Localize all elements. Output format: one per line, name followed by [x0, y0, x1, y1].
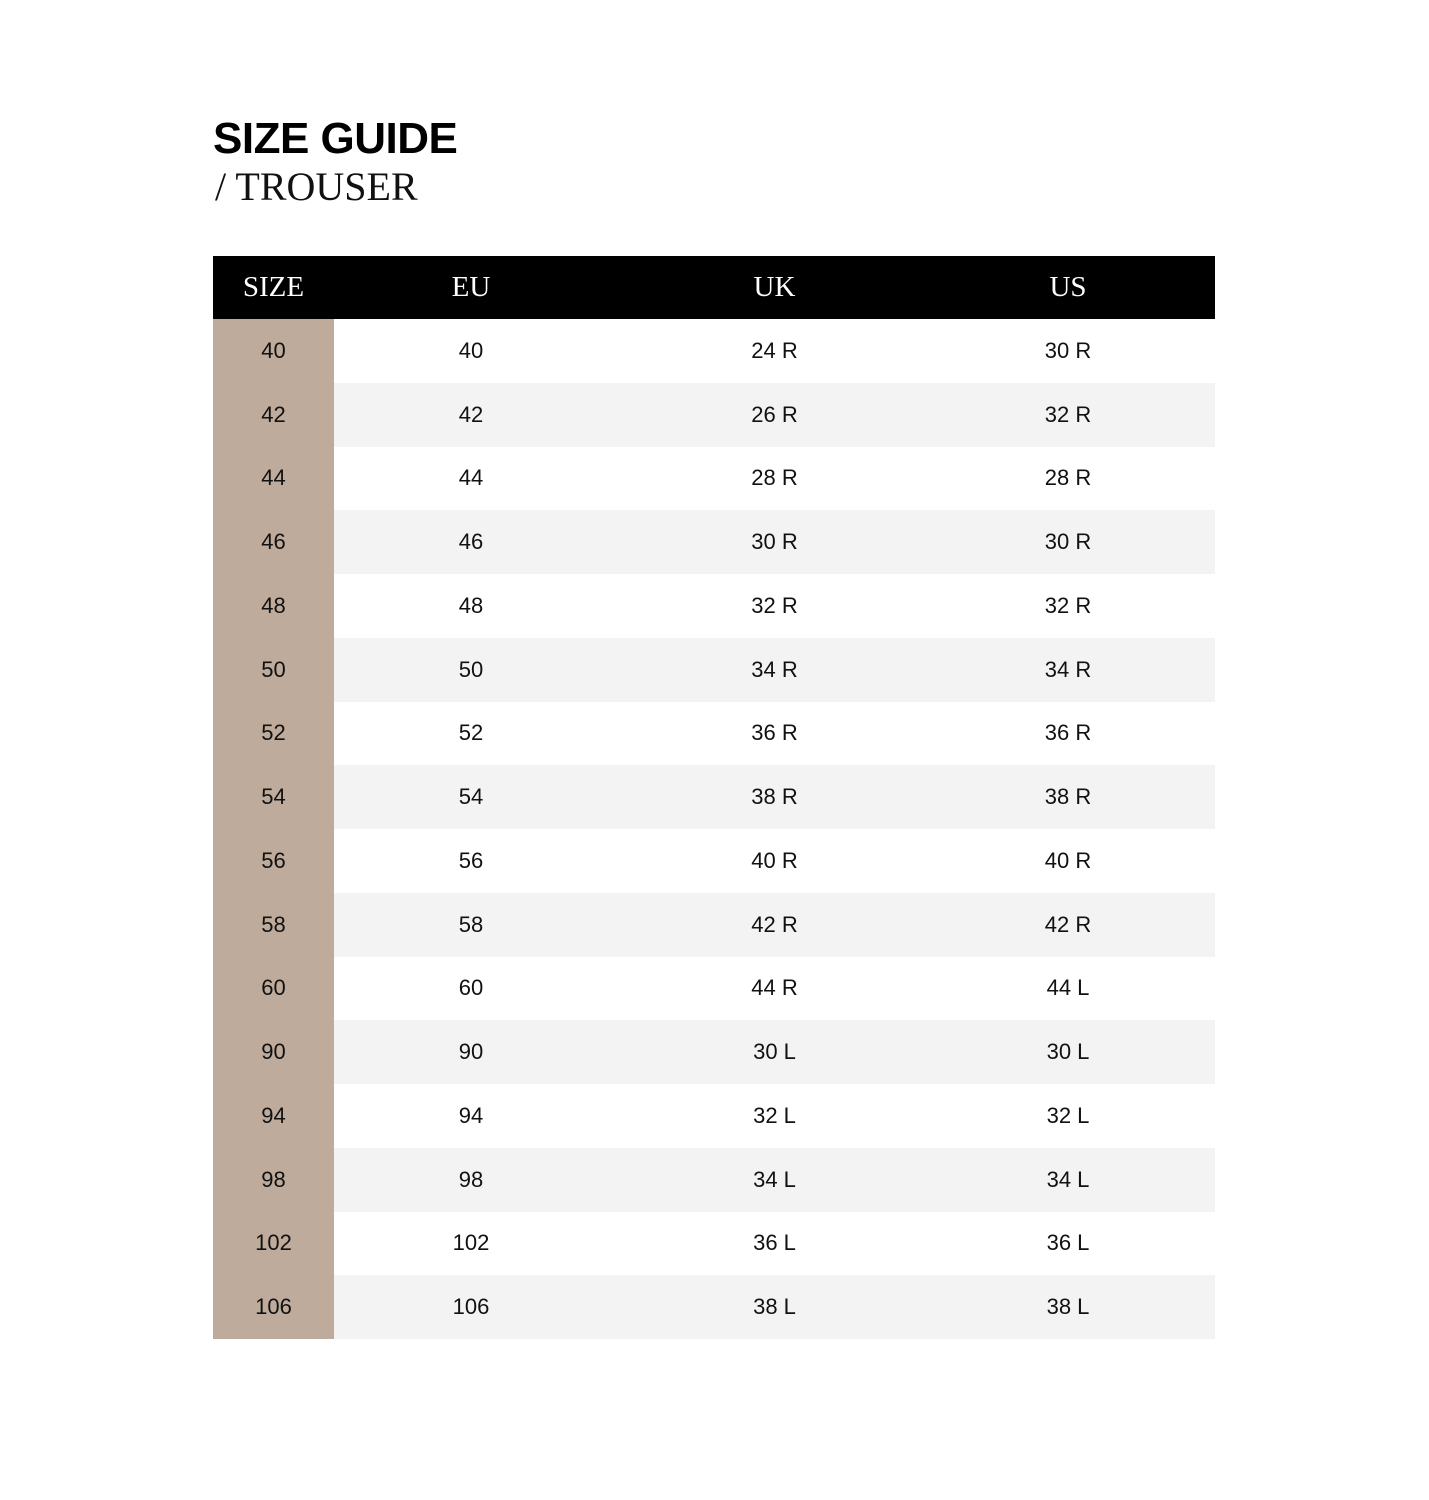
cell-size: 102	[213, 1212, 334, 1276]
cell-size: 44	[213, 447, 334, 511]
table-row	[213, 829, 1215, 893]
cell-size: 106	[213, 1275, 334, 1339]
cell-uk: 38 L	[628, 1275, 921, 1339]
table-row	[213, 1148, 1215, 1212]
cell-size: 98	[213, 1148, 334, 1212]
cell-eu: 94	[458, 1102, 484, 1128]
table-row	[213, 893, 1215, 957]
cell-size: 54	[213, 765, 334, 829]
table-row	[213, 1020, 1215, 1084]
cell-us: 30 R	[1044, 337, 1092, 363]
cell-us: 38 R	[921, 765, 1215, 829]
cell-size: 48	[213, 574, 334, 638]
table-row	[213, 957, 1215, 1021]
cell-eu: 106	[334, 1275, 628, 1339]
table-row	[213, 447, 1215, 511]
cell-uk: 30 L	[628, 1020, 921, 1084]
cell-eu: 60	[458, 975, 484, 1001]
cell-eu: 46	[334, 510, 628, 574]
cell-eu: 54	[334, 765, 628, 829]
table-row	[213, 574, 1215, 638]
column-header-uk: UK	[628, 256, 921, 319]
table-row	[213, 765, 1215, 829]
cell-uk: 24 R	[751, 337, 798, 363]
cell-uk: 32 L	[753, 1102, 796, 1128]
cell-eu: 56	[458, 847, 484, 873]
cell-size: 90	[213, 1020, 334, 1084]
table-body	[213, 319, 1215, 1339]
cell-us: 34 R	[921, 638, 1215, 702]
cell-us: 32 R	[921, 383, 1215, 447]
cell-size: 58	[213, 893, 334, 957]
cell-size: 50	[213, 638, 334, 702]
cell-eu: 48	[458, 592, 484, 618]
cell-us: 30 R	[921, 510, 1215, 574]
column-header-eu: EU	[334, 256, 628, 319]
cell-size: 52	[213, 702, 334, 766]
cell-uk: 44 R	[751, 975, 798, 1001]
cell-us: 42 R	[921, 893, 1215, 957]
column-header-us: US	[921, 256, 1215, 319]
cell-us: 30 L	[921, 1020, 1215, 1084]
cell-eu: 40	[458, 337, 484, 363]
cell-uk: 26 R	[628, 383, 921, 447]
cell-us: 32 R	[1044, 592, 1092, 618]
table-row	[213, 383, 1215, 447]
page-title: SIZE GUIDE	[213, 114, 458, 163]
cell-uk: 32 R	[751, 592, 798, 618]
table-row	[213, 1084, 1215, 1148]
cell-uk: 42 R	[628, 893, 921, 957]
cell-uk: 36 R	[751, 720, 798, 746]
table-row	[213, 510, 1215, 574]
cell-uk: 36 L	[753, 1230, 796, 1256]
cell-us: 36 L	[1046, 1230, 1090, 1256]
cell-us: 32 L	[1046, 1102, 1090, 1128]
table-header-row	[213, 256, 1215, 319]
cell-eu: 58	[334, 893, 628, 957]
cell-us: 28 R	[1044, 465, 1092, 491]
table-row	[213, 1212, 1215, 1276]
column-header-size: SIZE	[213, 256, 334, 319]
cell-size: 46	[213, 510, 334, 574]
cell-eu: 98	[334, 1148, 628, 1212]
cell-us: 38 L	[921, 1275, 1215, 1339]
cell-eu: 42	[334, 383, 628, 447]
cell-size: 42	[213, 383, 334, 447]
cell-us: 36 R	[1044, 720, 1092, 746]
cell-eu: 50	[334, 638, 628, 702]
cell-us: 40 R	[1044, 847, 1092, 873]
cell-eu: 52	[458, 720, 484, 746]
cell-uk: 40 R	[751, 847, 798, 873]
cell-uk: 34 R	[628, 638, 921, 702]
cell-size: 40	[213, 319, 334, 383]
cell-uk: 28 R	[751, 465, 798, 491]
cell-uk: 38 R	[628, 765, 921, 829]
cell-us: 44 L	[1046, 975, 1090, 1001]
cell-eu: 44	[458, 465, 484, 491]
table-row	[213, 319, 1215, 383]
table-row	[213, 638, 1215, 702]
size-guide-table	[213, 256, 1215, 1339]
page-subtitle: / TROUSER	[215, 164, 418, 209]
table-row	[213, 1275, 1215, 1339]
cell-uk: 30 R	[628, 510, 921, 574]
table-row	[213, 702, 1215, 766]
cell-us: 34 L	[921, 1148, 1215, 1212]
cell-size: 94	[213, 1084, 334, 1148]
cell-uk: 34 L	[628, 1148, 921, 1212]
cell-size: 56	[213, 829, 334, 893]
cell-eu: 102	[452, 1230, 490, 1256]
cell-eu: 90	[334, 1020, 628, 1084]
cell-size: 60	[213, 957, 334, 1021]
